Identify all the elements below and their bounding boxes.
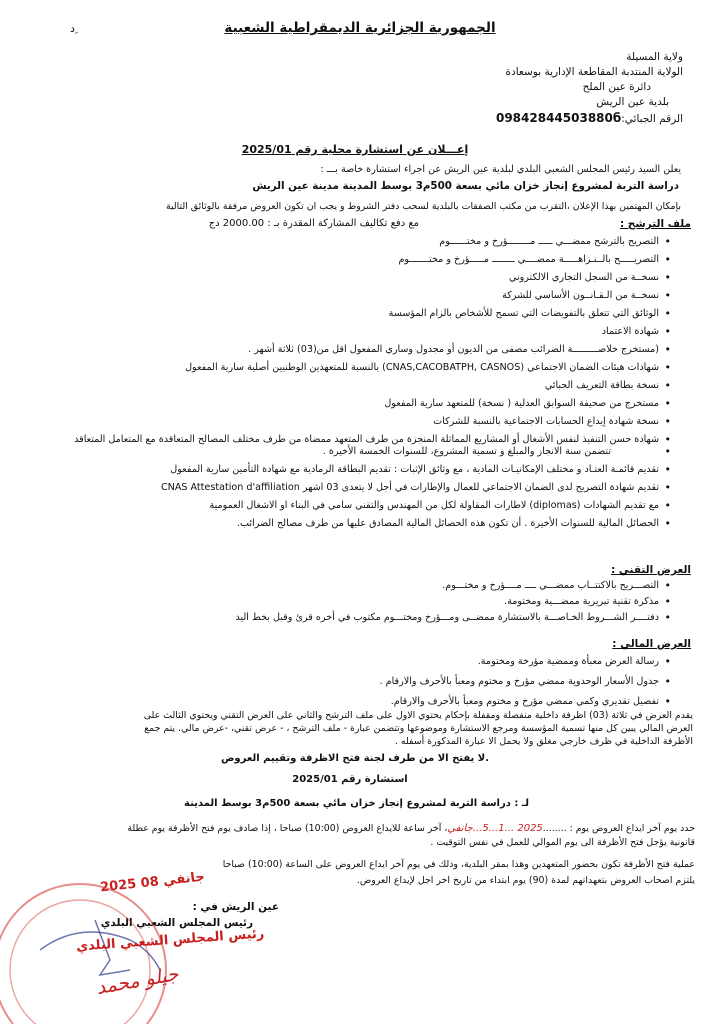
admin-line: دائرة عين الملح (582, 81, 651, 93)
envelope-subject: لـ : دراسة التربة لمشروع إنجاز خزان مائي بسعة 500م3 بوسط المدينة (184, 798, 529, 809)
tax-number-line (383, 110, 683, 127)
signature-place: عين الريش في : (192, 901, 279, 913)
signature-title: رئيس المجلس الشعبي البلدي (100, 917, 253, 929)
list-item: • نسخــة من السجل التجاري الالكتروني (31, 272, 671, 284)
list-item: • جدول الأسعار الوحدوية ممضي مؤرخ و مختوم ومعبأ بالأحرف والارقام . (51, 676, 671, 688)
candidacy-list (31, 236, 671, 536)
envelope-line: الأظرفة الداخلية في ظرف خارجي مغلق ولا يحمل الا عبارة المذكورة أسفله . (394, 736, 693, 747)
corner-mark: د ِ (70, 22, 79, 35)
list-item: • تفصيل تقديري وكمي ممضي مؤرخ و مختوم ومعبأ بالأحرف والارقام. (51, 696, 671, 708)
list-item: • التصريح بالترشح ممضـــي ـــــ مــــــــؤرخ و مختــــــوم (31, 236, 671, 248)
project-title: دراسة التربة لمشروع إنجاز خزان مائي بسعة 500م3 بوسط المدينة مدينة عين الريش (252, 180, 679, 192)
deadline-text: حدد يوم آخر ايداع العروض يوم : ........ (542, 823, 695, 834)
list-item: • الوثائق التي تتعلق بالتفويضات التي تسمح للأشخاص بالزام المؤسسة (31, 308, 671, 320)
list-item: • الحصائل المالية للسنوات الأخيرة . أن تكون هذه الحصائل المالية المصادق عليها من طرف مصالح الضرائب. (31, 518, 671, 530)
financial-list (51, 656, 671, 716)
list-item: • شهادات هيئات الضمان الاجتماعي (CNAS,CACOBATPH, CASNOS) بالنسبة للمتعهدين الوطنيين أصلية سارية المفعول (31, 362, 671, 374)
list-item: • رسالة العرض معبأة وممضية مؤرخة ومختومة. (51, 656, 671, 668)
admin-line: بلدية عين الريش (596, 96, 669, 108)
list-item: • التصريـــــح بالــنـزاهـــــة ممضــــي ــــــــ مـــــؤرخ و مختـــــــوم (31, 254, 671, 266)
announcement-title: إعـــلان عن استشارة محلية رقم 2025/01 (241, 143, 469, 156)
list-item: • نسخة شهادة إيداع الحسابات الاجتماعية بالنسبة للشركات (31, 416, 671, 428)
admin-block (383, 50, 683, 127)
list-item: • شهادة الاعتماد (31, 326, 671, 338)
deadline-line: عملية فتح الأظرفة تكون بحضور المتعهدين وهذا بمقر البلدية، وذلك في يوم آخر ايداع العروض على الساعة (10:00) صباحا (222, 859, 695, 870)
stamp-text: رئيس المجلس الشعبي البلدي (75, 926, 265, 955)
envelope-line: يقدم العرض في ثلاثة (03) اظرفة داخلية منفصلة ومقفلة بإحكام يحتوي الاول على ملف الترشح والثاني على العرض التقني ويحتوي الثالث على (143, 710, 693, 721)
list-item: • (مستخرج خلاصـــــــــة الضرائب مصفى من الديون أو مجدول وساري المفعول اقل من(03) ثلاثة أشهر . (31, 344, 671, 356)
envelope-warning: لا يفتح الا من طرف لجنة فتح الاظرفة وتقييم العروض. (220, 753, 490, 764)
list-item: • تقديم قائمـة العتـاد و مختلف الإمكانيـات المادية ، مع وثائق الإثبات : تقديم البطاقة الرمادية مع شهادة التأمين سارية المفعول (31, 464, 671, 476)
financial-heading: العرض المالي : (612, 638, 691, 650)
tax-label: الرقم الجبائي: (621, 113, 683, 125)
admin-line: ولاية المسيلة (626, 51, 683, 63)
envelope-paragraph (23, 709, 693, 748)
signature-name: جيلو محمد (94, 962, 181, 1000)
list-item: • مستخرج من صحيفة السوابق العدلية ( نسخة) للمتعهد سارية المفعول (31, 398, 671, 410)
list-item: • نسخة بطاقة التعريف الجبائي (31, 380, 671, 392)
list-item: • مع تقديم الشهادات (diplomas) لاطارات المقاولة لكل من المهندس والتقني سامي في البناء او الاشغال العمومية (31, 500, 671, 512)
country-title: الجمهورية الجزائرية الديمقراطية الشعبية (224, 20, 496, 36)
announcement-intro: يعلن السيد رئيس المجلس الشعبي البلدي لبلدية عين الريش عن اجراء استشارة خاصة بـــ : (320, 164, 681, 175)
candidacy-heading: ملف الترشح : (619, 218, 691, 230)
list-item: • دفتــــر الشـــروط الخـاصـــة بالاستشارة ممضــى ومـــؤرخ ومختـــوم مكتوب في أخره قرئ وقبل بخط اليد (51, 612, 671, 624)
handwritten-date: 2025 ...1...5...جانفي (447, 823, 543, 834)
list-item: • التصـــريح بالاكتتــاب ممضـــي ــــ مــــؤرخ و مختـــوم. (51, 580, 671, 592)
deadline-line: قانونية يؤجل فتح الأظرفة الى يوم الموالي للعمل في نفس التوقيت . (430, 837, 695, 848)
envelope-ref: استشارة رقم 2025/01 (292, 774, 408, 785)
tax-number: 09842844503880б (495, 111, 622, 125)
technical-heading: العرض التقني : (611, 564, 691, 576)
list-item-continuation: • تتضمن سنة الانجاز والمبلغ و تسمية المشروع، للسنوات الخمسة الأخيرة . (31, 446, 671, 458)
list-item: • شهادة حسن التنفيذ لنفس الأشغال أو المشاريع المماثلة المنجزة من طرف المتعهد ممضاة من طرف مختلف المصالح المتعاقدة مع المتعامل المتعاقد (31, 434, 671, 446)
fee-text: مع دفع تكاليف المشاركة المقدرة بـ : 2000.00 دج (208, 218, 419, 229)
list-item: • تقديم شهادة التصريح لدى الضمان الاجتماعي للعمال والإطارات في أجل لا يتعدى 03 اشهر CNAS Attestation d'affiliation (31, 482, 671, 494)
envelope-line: العرض المالي يبين كل منها تسمية المؤسسة ومرجع الاستشارة وموضوعها وتتضمن عبارة - ملف الترشح ، - عرض تقني، -عرض مالي. يتم جمع (144, 723, 693, 734)
list-item: • مذكرة تقنية تبريرية ممضـــية ومختومة. (51, 596, 671, 608)
deadline-line: يلتزم اصحاب العروض بتعهداتهم لمدة (90) يوم ابتداء من تاريخ اخر اجل لإيداع العروض. (356, 875, 695, 886)
date-stamp: 2025 جانفي 08 (99, 869, 206, 896)
list-item: • نسخــة من الـقـانــون الأساسي للشركة (31, 290, 671, 302)
invite-text: بإمكان المهتمين بهذا الإعلان ،التقرب من مكتب الصفقات بالبلدية لسحب دفتر الشروط و يجب ان تكون العروض مرفقة بالوثائق التالية (165, 201, 681, 212)
admin-line: الولاية المنتدبة المقاطعة الإدارية بوسعادة (505, 66, 683, 78)
technical-list (51, 580, 671, 628)
deadline-line (15, 822, 695, 836)
deadline-text: ، آخر ساعة للايداع العروض (10:00) صباحا ، إذا صادف يوم فتح الأظرفة يوم عطلة (127, 823, 448, 834)
